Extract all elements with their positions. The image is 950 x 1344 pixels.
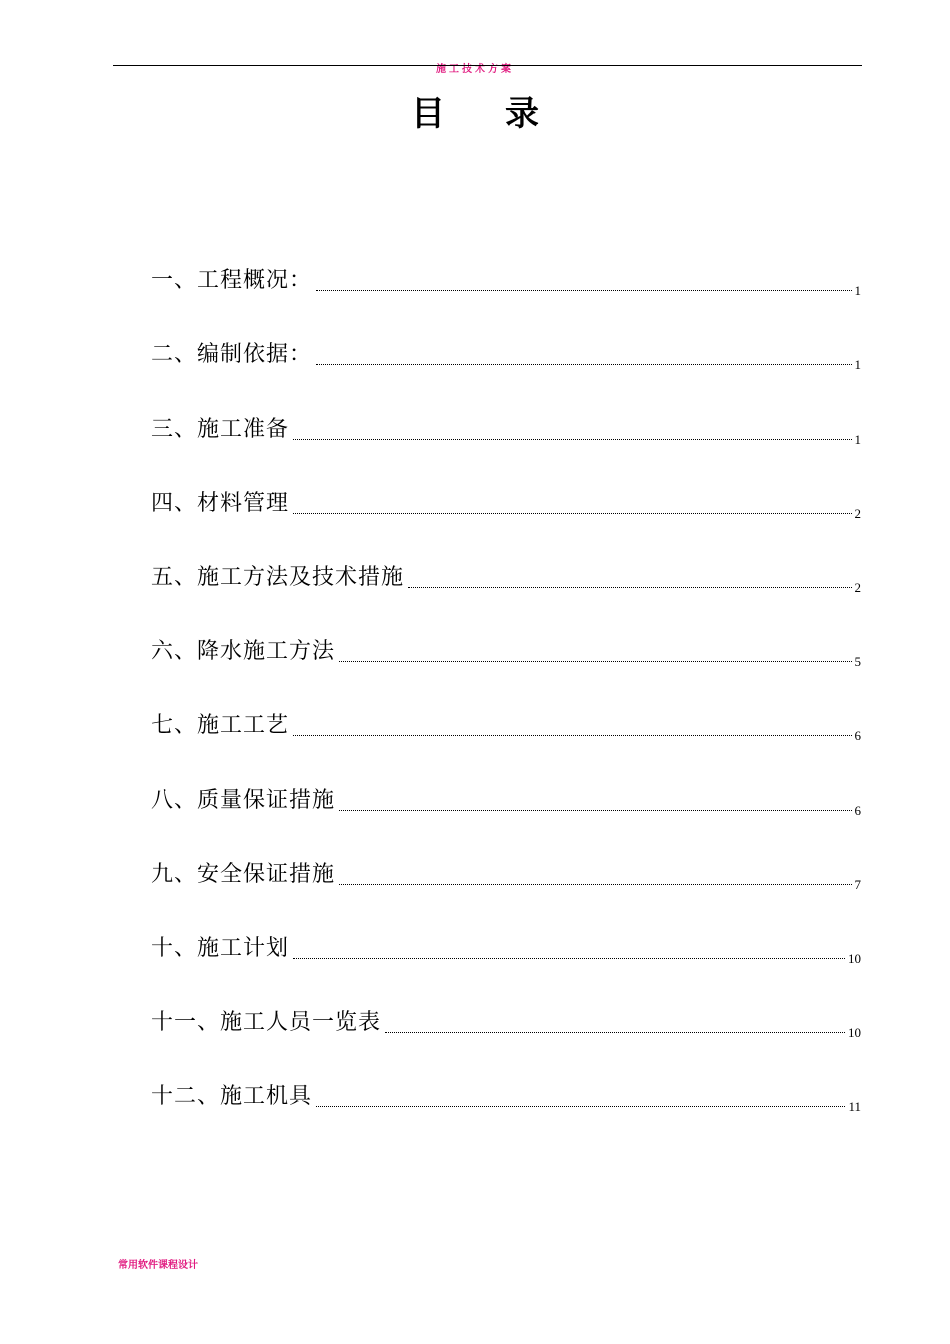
toc-page-number: 10 <box>848 1025 861 1041</box>
dot-leader <box>316 1106 845 1107</box>
dot-leader <box>385 1032 845 1033</box>
dot-leader <box>339 661 851 662</box>
dot-leader <box>339 810 851 811</box>
toc-entry-title: 八、质量保证措施 <box>151 787 336 813</box>
running-header: 施工技术方案 <box>436 64 514 75</box>
toc-entry-title: 七、施工工艺 <box>151 713 290 739</box>
toc-page-number: 1 <box>854 283 861 299</box>
dot-leader <box>293 958 845 959</box>
toc-page-number: 6 <box>854 802 861 818</box>
dot-leader <box>316 364 851 365</box>
toc-entry-title: 一、工程概况： <box>151 268 313 294</box>
dot-leader <box>316 290 851 291</box>
toc-entry[interactable] <box>151 816 861 890</box>
toc-entry[interactable] <box>151 667 861 744</box>
toc-entry-title: 四、材料管理 <box>151 490 290 516</box>
toc-entry[interactable] <box>151 370 861 447</box>
toc-entry[interactable] <box>151 296 861 373</box>
toc-page-number: 2 <box>854 579 861 595</box>
toc-entry-title: 二、编制依据： <box>151 342 313 368</box>
toc-page-number: 11 <box>848 1099 861 1115</box>
toc-page-number: 5 <box>854 654 861 670</box>
toc-entry-title: 九、安全保证措施 <box>151 861 336 887</box>
dot-leader <box>293 513 851 514</box>
toc-entry-title: 十、施工计划 <box>151 935 290 961</box>
table-of-contents <box>151 222 861 1115</box>
toc-entry-title: 三、施工准备 <box>151 416 290 442</box>
toc-entry[interactable] <box>151 1038 861 1115</box>
toc-entry-title: 六、降水施工方法 <box>151 639 336 665</box>
toc-entry[interactable] <box>151 593 861 670</box>
toc-entry-title: 五、施工方法及技术措施 <box>151 564 405 590</box>
dot-leader <box>293 439 851 440</box>
running-footer: 常用软件课程设计 <box>118 1260 198 1271</box>
toc-entry[interactable] <box>151 890 861 964</box>
toc-entry[interactable] <box>151 519 861 593</box>
page-title: 目录 <box>411 94 599 134</box>
toc-page-number: 10 <box>848 950 861 966</box>
toc-entry[interactable] <box>151 741 861 818</box>
toc-entry[interactable] <box>151 445 861 519</box>
toc-entry[interactable] <box>151 222 861 299</box>
toc-page-number: 1 <box>854 357 861 373</box>
dot-leader <box>408 587 851 588</box>
toc-page-number: 7 <box>854 876 861 892</box>
header-rule <box>113 65 862 66</box>
toc-entry-title: 十二、施工机具 <box>151 1084 313 1110</box>
toc-entry-title: 十一、施工人员一览表 <box>151 1010 382 1036</box>
toc-entry[interactable] <box>151 964 861 1041</box>
toc-page-number: 1 <box>854 431 861 447</box>
toc-page-number: 6 <box>854 728 861 744</box>
dot-leader <box>293 735 851 736</box>
toc-page-number: 2 <box>854 505 861 521</box>
dot-leader <box>339 884 851 885</box>
